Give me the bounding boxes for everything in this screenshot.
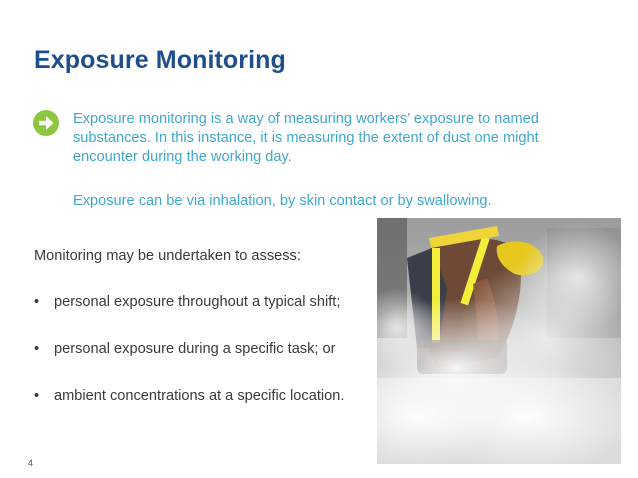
- monitoring-bullet-list: [34, 293, 344, 406]
- bullet-marker: •: [34, 341, 40, 357]
- bullet-marker: •: [34, 294, 40, 310]
- slide-title: Exposure Monitoring: [34, 46, 286, 74]
- list-item: [34, 293, 344, 312]
- list-item: [34, 387, 344, 406]
- list-item-text: personal exposure during a specific task; or: [54, 341, 336, 357]
- list-item-text: ambient concentrations at a specific location.: [54, 388, 345, 404]
- page-number: 4: [28, 458, 34, 468]
- intro-paragraph: Exposure monitoring is a way of measuring workers’ exposure to named substances. In this instance, it is measuring the extent of dust one might encounter during the working day.: [73, 111, 539, 165]
- bullet-marker: •: [34, 388, 40, 404]
- intro-paragraph-exposure-routes: Exposure can be via inhalation, by skin contact or by swallowing.: [73, 193, 492, 209]
- arrow-right-circle-icon: [33, 110, 59, 136]
- worker-dust-photo: [377, 218, 621, 464]
- monitoring-lead-text: Monitoring may be undertaken to assess:: [34, 248, 301, 264]
- list-item-text: personal exposure throughout a typical shift;: [54, 294, 341, 310]
- list-item: [34, 340, 344, 359]
